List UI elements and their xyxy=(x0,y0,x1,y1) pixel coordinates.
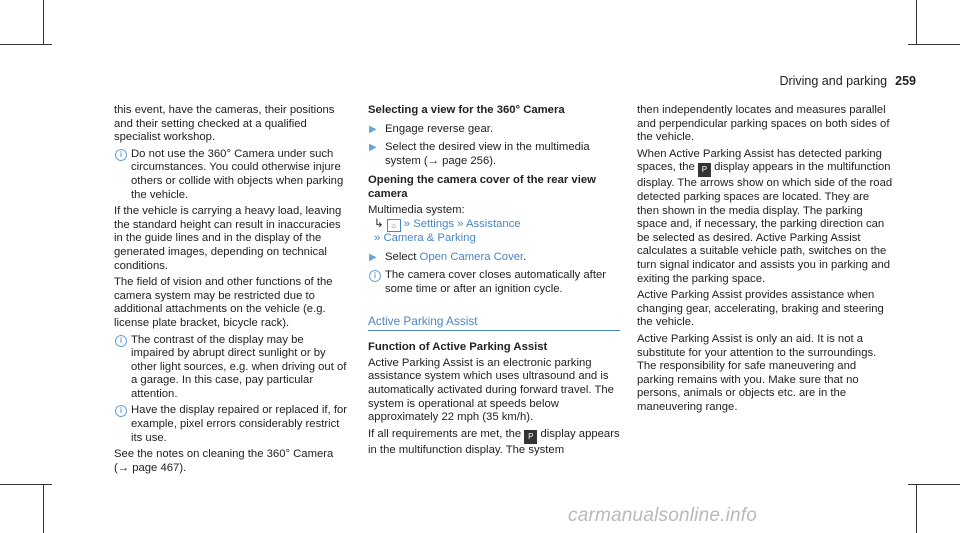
paragraph: then independently locates and measures parallel and perpendicular parking spaces on both sides of the vehicle. xyxy=(637,104,890,144)
parking-display-icon: P xyxy=(524,430,537,444)
menu-item-camera-parking: Camera & Parking xyxy=(383,232,476,245)
info-note: i The camera cover closes automatically after some time or after an ignition cycle. xyxy=(368,269,620,296)
paragraph: The field of vision and other functions of the camera system may be restricted due to additional attachments on the vehicle (e.g. license plate bracket, bicycle rack). xyxy=(114,276,333,329)
crop-mark xyxy=(43,0,44,45)
info-icon: i xyxy=(115,335,127,347)
crop-mark xyxy=(908,484,960,485)
double-chevron-icon: » xyxy=(374,232,381,245)
double-chevron-icon: » xyxy=(457,218,464,231)
watermark: carmanualsonline.info xyxy=(568,505,758,526)
info-note: i The contrast of the display may be impaired by abrupt direct sunlight or by other light sources, e.g. when driving out of a garage. In this case, pay particular attention. xyxy=(114,334,350,402)
step-arrow-icon: ▶ xyxy=(369,251,377,263)
info-icon: i xyxy=(115,405,127,417)
step: ▶ Engage reverse gear. xyxy=(369,122,494,135)
column-2 xyxy=(368,104,620,460)
column-1 xyxy=(114,104,350,478)
paragraph: Active Parking Assist provides assistance when changing gear, accelerating, braking and steering the vehicle. xyxy=(637,289,884,329)
paragraph: this event, have the cameras, their positions and their setting checked at a qualified specialist workshop. xyxy=(114,104,335,144)
step: ▶ Select the desired view in the multimedia system (→ page 256). xyxy=(369,141,590,167)
menu-item-settings: Settings xyxy=(413,218,455,231)
return-arrow-icon: ↳ xyxy=(374,218,384,231)
crop-mark xyxy=(43,484,44,533)
step: ▶ Select Open Camera Cover. xyxy=(369,250,527,263)
crop-mark xyxy=(916,0,917,45)
page-header xyxy=(779,74,916,88)
crop-mark xyxy=(0,484,52,485)
heading-select-view: Selecting a view for the 360° Camera xyxy=(368,104,565,116)
info-note: i Do not use the 360° Camera under such circumstances. You could otherwise injure others or collide with objects when parking the vehicle. xyxy=(114,148,350,202)
crop-mark xyxy=(916,484,917,533)
double-chevron-icon: » xyxy=(403,218,411,231)
heading-function: Function of Active Parking Assist xyxy=(368,341,548,354)
menu-item-open-camera-cover: Open Camera Cover xyxy=(419,250,524,263)
step-arrow-icon: ▶ xyxy=(369,123,377,135)
parking-arrows-icon: P xyxy=(698,163,711,177)
paragraph: If the vehicle is carrying a heavy load, leaving the standard height can result in inaccuracies in the guide lines and in the display of the generated images, depending on technical conditions. xyxy=(114,205,342,272)
info-icon: i xyxy=(369,270,381,282)
menu-path xyxy=(374,218,620,246)
info-note: i Have the display repaired or replaced if, for example, pixel errors considerably restrict its use. xyxy=(114,404,350,445)
step-arrow-icon: ▶ xyxy=(369,142,377,154)
info-icon: i xyxy=(115,149,127,161)
heading-open-cover: Opening the camera cover of the rear view camera xyxy=(368,174,596,200)
crop-mark xyxy=(908,44,960,45)
section-title: Driving and parking xyxy=(779,74,888,88)
menu-item-assistance: Assistance xyxy=(465,218,521,231)
multimedia-label: Multimedia system: xyxy=(368,203,465,216)
paragraph: Active Parking Assist is only an aid. It is not a substitute for your attention to the surroundings. The responsibility for safe maneuvering and parking remains with you. Make sure that no persons, animals or objects etc. are in the maneuvering range. xyxy=(637,332,877,413)
paragraph: When Active Parking Assist has detected parking spaces, the P display appears in the multifunction display. The arrows show on which side of the road detected parking spaces are located. They are then shown in the media display. The parking space and, if necessary, the parking direction can be selected as desired. Active Parking Assist calculates a suitable vehicle path, switches on the turn signal indicator and assists you in parking and exiting the parking space. xyxy=(637,147,893,285)
home-icon: ⌂ xyxy=(387,219,401,232)
paragraph: Active Parking Assist is an electronic parking assistance system which uses ultrasound and is automatically activated during forward travel. The system is operational at speeds below approximately 22 mph (35 km/h). xyxy=(368,356,614,424)
paragraph: See the notes on cleaning the 360° Camera (→ page 467). xyxy=(114,448,334,474)
paragraph: If all requirements are met, the P display appears in the multifunction display. The system xyxy=(368,427,620,456)
section-heading: Active Parking Assist xyxy=(368,315,620,332)
page-number: 259 xyxy=(895,74,916,88)
column-3 xyxy=(637,104,893,417)
crop-mark xyxy=(0,44,52,45)
